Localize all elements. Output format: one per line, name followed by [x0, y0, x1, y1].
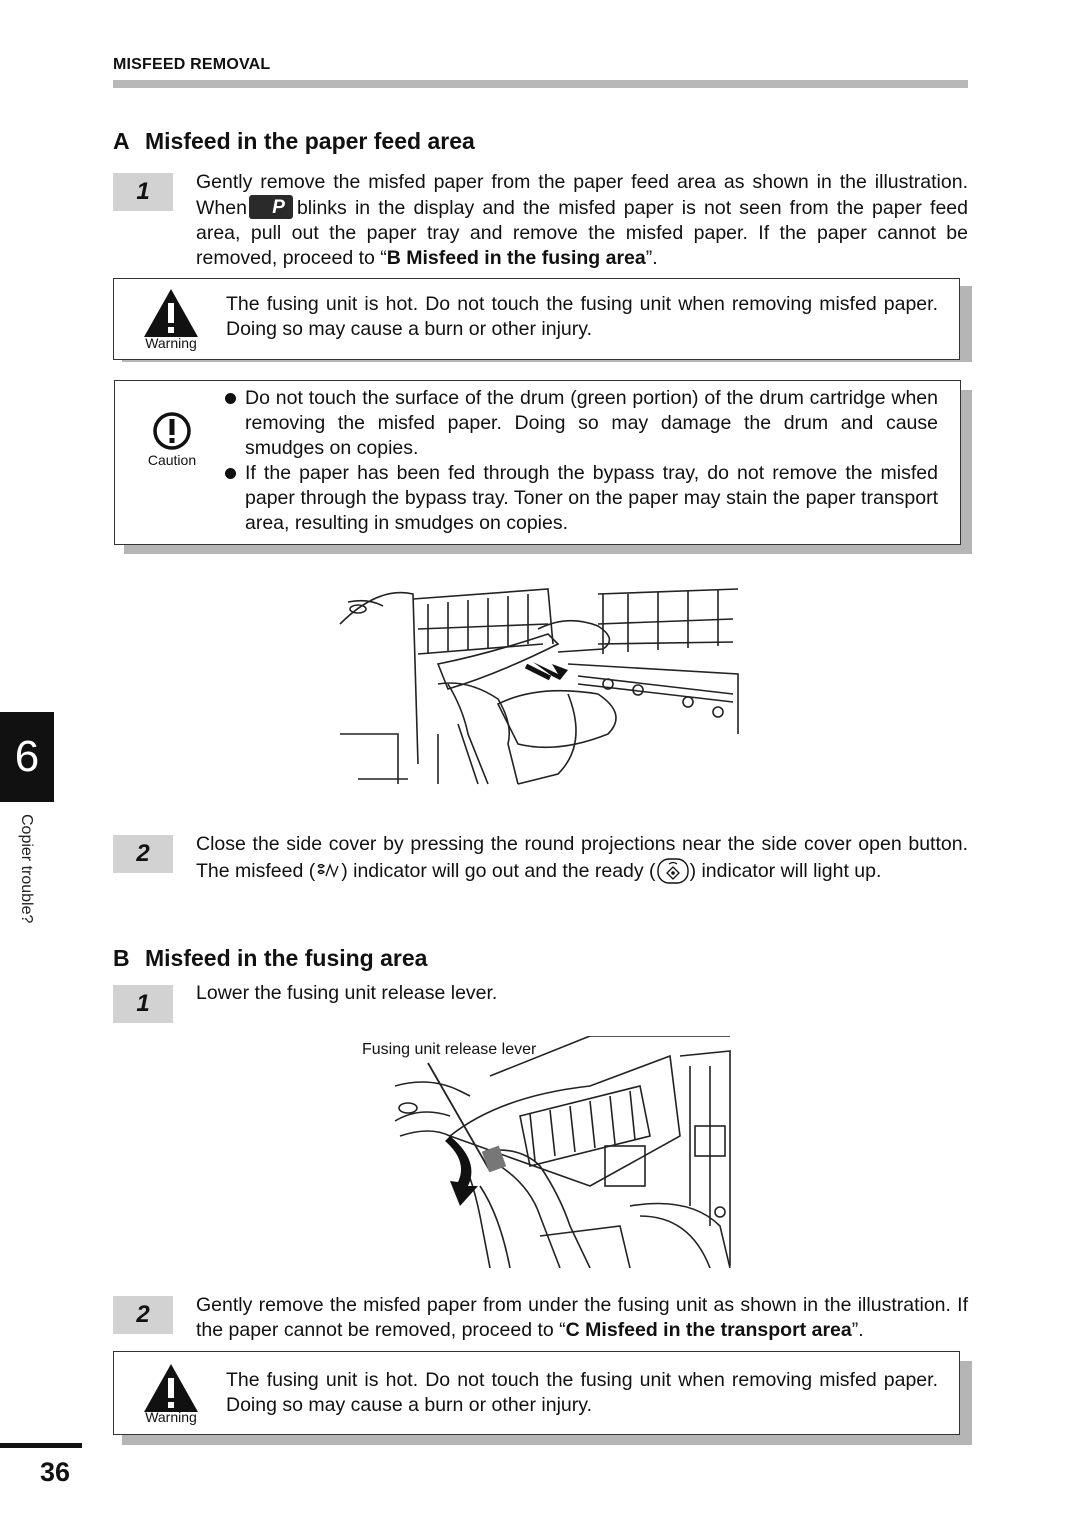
chapter-side-label: Copier trouble?	[18, 814, 35, 924]
step-a1-ref: B Misfeed in the fusing area	[386, 247, 646, 269]
caution-box	[114, 380, 961, 545]
step-a2-number: 2	[113, 835, 173, 873]
caution-bullet-text: Do not touch the surface of the drum (green portion) of the drum cartridge when removing the misfed paper. Doing so may damage the drum and cause smudges on copies.	[245, 387, 938, 459]
warning-triangle-icon	[142, 1362, 200, 1414]
section-a-letter: A	[113, 128, 130, 154]
section-b-title	[113, 945, 427, 972]
warning-triangle-icon	[142, 287, 200, 339]
header-rule	[113, 80, 968, 88]
caution-bullets	[225, 386, 938, 536]
step-a2-part1: Close the side cover by pressing the round projections near the side cover open button. The misfeed (	[196, 833, 968, 882]
section-a-title	[113, 128, 475, 155]
page-number: 36	[40, 1457, 71, 1487]
fusing-lever-callout: Fusing unit release lever	[362, 1041, 537, 1058]
caution-bullet	[225, 386, 938, 461]
step-b2-ref: C Misfeed in the transport area	[565, 1319, 852, 1341]
step-a1-line1: Gently remove the misfed paper from the paper feed area as shown in the illustration.	[196, 171, 968, 193]
warning-box-b	[113, 1351, 960, 1435]
warning-b-label: Warning	[145, 1409, 197, 1425]
warning-b-text: The fusing unit is hot. Do not touch the fusing unit when removing misfed paper. Doing so may cause a burn or other injury.	[226, 1369, 938, 1416]
warning-a-text: The fusing unit is hot. Do not touch the fusing unit when removing misfed paper. Doing so may cause a burn or other injury.	[226, 293, 938, 340]
misfeed-display-icon	[249, 195, 293, 219]
step-a1-text	[196, 170, 968, 271]
step-b2-text	[196, 1293, 968, 1343]
step-a1-line2: blinks in the display and the misfed paper is not seen from the paper feed area, pull out the paper tray and remove the misfed paper. If the paper cannot be removed, proceed to “	[196, 197, 968, 269]
step-b2-ref-end: ”.	[851, 1319, 864, 1341]
caution-exclamation-icon	[152, 411, 192, 451]
warning-box-a	[113, 278, 960, 360]
bullet-dot-icon	[225, 468, 236, 479]
step-b1-number: 1	[113, 985, 173, 1023]
misfeed-indicator-icon	[315, 862, 341, 880]
section-a-title-text: Misfeed in the paper feed area	[145, 128, 475, 154]
section-b-letter: B	[113, 945, 130, 971]
footer-rule	[0, 1443, 82, 1448]
step-a1-ref-end: ”.	[645, 247, 658, 269]
step-a2-text	[196, 832, 968, 885]
step-b2-number: 2	[113, 1296, 173, 1334]
section-b-title-text: Misfeed in the fusing area	[145, 945, 428, 971]
caution-bullet-text: If the paper has been fed through the bypass tray, do not remove the misfed paper through the bypass tray. Toner on the paper may stain the paper transport area, resulting in smudges on copies.	[245, 462, 938, 534]
caution-bullet	[225, 461, 938, 536]
step-a1-when: When	[196, 197, 247, 219]
step-a1-number: 1	[113, 173, 173, 211]
ready-indicator-icon	[656, 857, 690, 885]
running-header: MISFEED REMOVAL	[113, 56, 271, 73]
step-a2-part2: ) indicator will go out and the ready (	[341, 860, 656, 882]
step-a2-part3: ) indicator will light up.	[689, 860, 882, 882]
step-b2-part1: Gently remove the misfed paper from under the fusing unit as shown in the illustration. If the paper cannot be removed, proceed to “	[196, 1294, 968, 1341]
caution-label: Caution	[147, 452, 197, 468]
display-glyph: P	[272, 197, 285, 218]
fusing-unit-illustration	[390, 1036, 734, 1268]
chapter-tab: 6	[0, 712, 54, 802]
step-b1-text: Lower the fusing unit release lever.	[196, 982, 498, 1004]
paper-feed-illustration	[338, 584, 742, 788]
warning-a-label: Warning	[145, 335, 197, 351]
bullet-dot-icon	[225, 393, 236, 404]
